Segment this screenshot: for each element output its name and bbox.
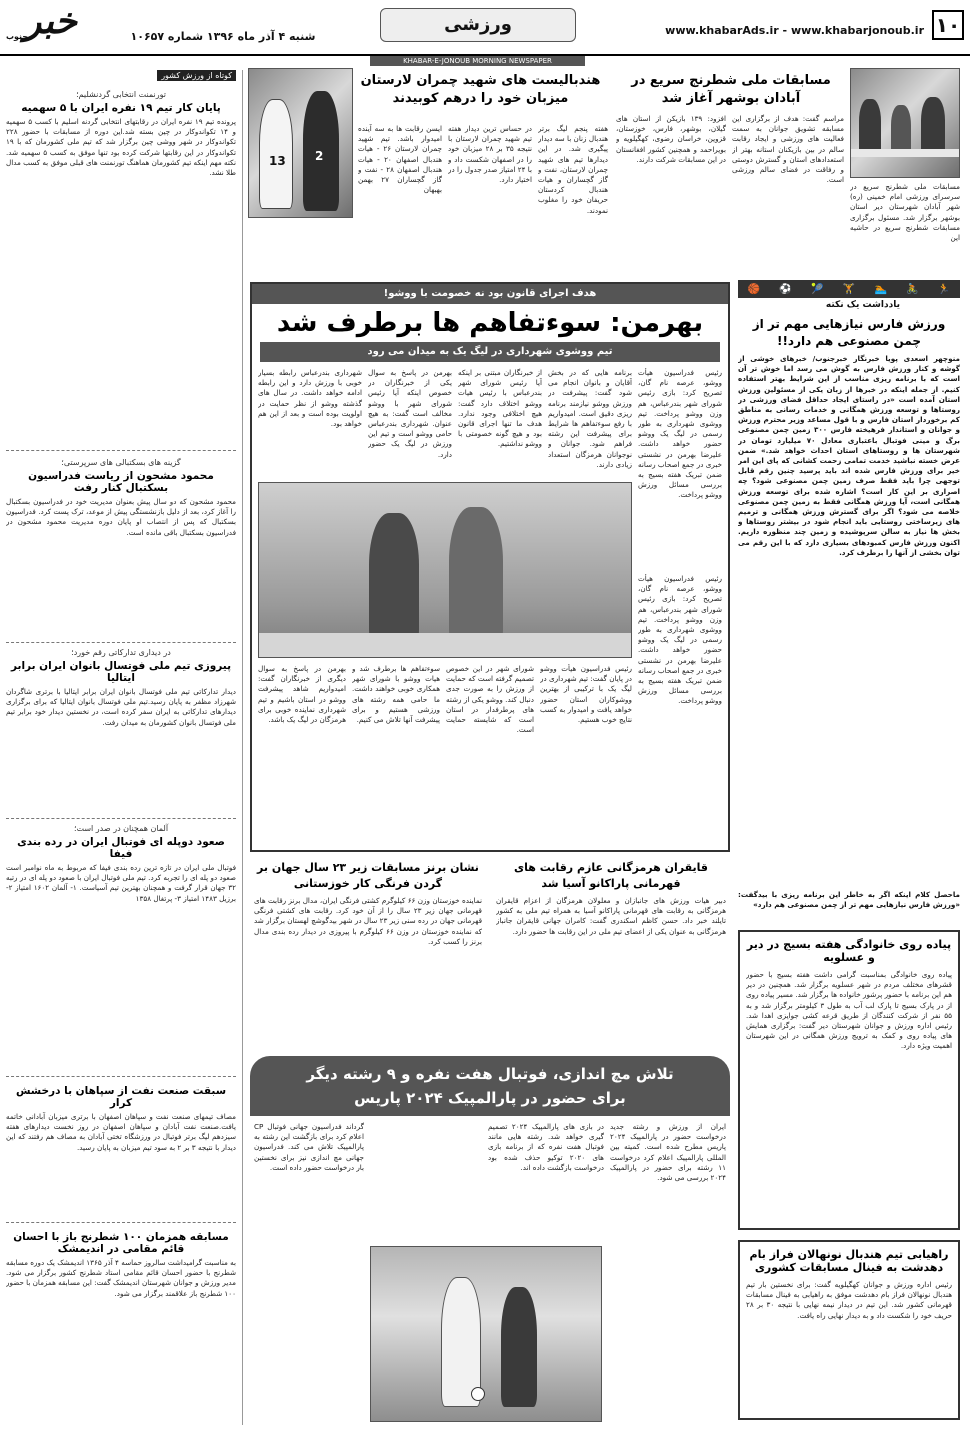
divider — [6, 818, 236, 819]
main-col-1b: رئیس فدراسیون هیأت ووشو، عرصه نام گان، تصریح کرد: بازی رئیس شورای شهر بندرعباس، هم وزن ووشو پرداخت. تیم ووشوی شهرداری به طور رسمی در لیگ یک ووشو حضور خواهد داشت. علیرضا بهرمن در نشستی خبری در جمع اصحاب رسانه ضمن تبریک هفته بسیج به بررسی مسائل ورزش ووشو پرداخت. — [638, 574, 722, 706]
main-story — [250, 282, 730, 852]
item-title: پایان کار تیم ۱۹ نفره ایران با ۵ سهمیه — [21, 102, 221, 114]
divider — [6, 642, 236, 643]
section-title — [380, 8, 576, 42]
main-subtitle — [260, 342, 720, 362]
editorial-title: ورزش فارس نیازهایی مهم تر از چمن مصنوعی هم دارد!! — [752, 317, 946, 348]
left-item-1 — [6, 90, 236, 440]
left-column — [6, 70, 236, 1425]
main-lower-3: شورای شهر در این خصوص تصمیم گرفته است که حمایت از ورزش را به صورت جدی دنبال کند. ووشو یکی از رشته های پرطرفدار در استان است که شایسته حمایت است. — [446, 664, 534, 735]
item-title: محمود مشحون از ریاست فدراسیون بسکتبال کنار رفت — [28, 470, 214, 494]
divider — [6, 1076, 236, 1077]
jersey-number: 13 — [269, 154, 286, 168]
divider — [6, 450, 236, 451]
paralympic-col-2: در بازی های پارالمپیک ۲۰۲۴ تصمیم گیری خواهد شد. رشته هایی مانند فوتبال هفت نفره که از برنامه بازی های ۲۰۲۰ توکیو حذف شده بود درخواست بازگشت داده اند. — [488, 1122, 604, 1172]
main-lower-4: رئیس فدراسیون هیأت ووشو در پایان گفت: تیم شهرداری در لیگ یک با ترکیبی از بهترین ووشوکاران استان حضور خواهد یافت و امیدوار به کسب نتایج خوب هستیم. — [540, 664, 632, 725]
main-lower-1: بهرمن در پاسخ به سوال دیگری از خبرنگاران گفت: امیدواریم شاهد پیشرفت ووشو در استان باشیم و تیم شهرداری نماینده خوبی برای هرمزگان در لیگ یک باشد. — [258, 664, 346, 725]
handball-final-title: راهیابی تیم هندبال نونهالان فراز بام دهدشت به فینال مسابقات کشوری — [749, 1248, 949, 1274]
walk-body: پیاده روی خانوادگی بمناسبت گرامی داشت هفته بسیج با حضور قشرهای مختلف مردم در شهر عسلویه برگزار شد. همچنین در دیر هم این برنامه با حضور پرشور خانواده ها برگزار شد. مسیر پیاده روی از در پارک بسیج تا پارک لب آب به طول ۳ کیلومتر برگزار شد و به ۵۵ نفر از شرکت کنندگان از طریق قرعه کشی جوایزی اهدا شد. رئیس اداره ورزش و جوانان شهرستان دیر گفت: برگزاری همایش های پیاده روی و کمک به ترویج ورزش همگانی در این شهرستان اهمیت ویژه دارد. — [746, 970, 952, 1051]
left-item-6 — [6, 1228, 236, 1418]
left-item-2 — [6, 458, 236, 648]
column-rule — [242, 70, 243, 1425]
date-issue: شنبه ۴ آذر ماه ۱۳۹۶ شماره ۱۰۶۵۷ — [130, 30, 316, 43]
handball-title: هندبالیست های شهید چمران لارستان میزبان خود را درهم کوبیدند — [360, 73, 601, 106]
item-title: سبقت صنعت نفت از سپاهان با درخشش کرار — [15, 1085, 227, 1109]
football-icon: ⚽ — [779, 283, 792, 295]
weightlift-icon: 🏋 — [842, 283, 856, 295]
logo-small: جنوب — [6, 32, 29, 41]
item-body: محمود مشحون که دو سال پیش بعنوان مدیریت خود در فدراسیون بسکتبال را آغاز کرد، بعد از دلیل بازنشستگی پیش از موعد، ترک پست کرد. فدراسیون بسکتبال که پس از انتصاب او پایان دوره مدیریت محمود مشحون در فدراسیون بسکتبال باقی مانده است. — [6, 497, 236, 537]
tennis-icon: 🎾 — [811, 283, 824, 295]
item-body: به مناسبت گرامیداشت سالروز حماسه ۴ آذر ۱۳۶۵ اندیمشک یک دوره مسابقه شطرنج با حضور احسان قائم مقامی استاد شطرنج کشور برگزار می شود. مدیر ورزش و جوانان شهرستان اندیمشک گفت: این مسابقه همزمان با حضور ۱۰۰ شطرنج باز علاقمند برگزار می شود. — [6, 1258, 236, 1298]
logo-text: خبر — [24, 0, 77, 42]
divider — [6, 1222, 236, 1223]
note-label: یادداشت یک نکته — [825, 300, 900, 310]
item-body: فوتبال ملی ایران در تازه ترین رده بندی فیفا که مربوط به ماه نوامبر است صعود دو پله ای را تجربه کرد. تیم ملی فوتبال ایران با صعود دو پله ای در رتبه ۳۲ جهان قرار گرفت و همچنان بهترین تیم آسیاست. ۱- آلمان ۱۶۰۲ امتیاز ۲- برزیل ۱۴۸۳ امتیاز ۳- پرتغال ۱۳۵۸ — [6, 863, 236, 903]
paralympic-col-1: ایران از ورزش و رشته جدید درخواست حضور در پارالمپیک ۲۰۲۴ پاریس مطرح شده است. کمیته بین المللی پارالمپیک اعلام کرد درخواست ۱۱ رشته برای حضور در پارالمپیک ۲۰۲۴ بررسی می شود. — [610, 1122, 726, 1183]
websites: www.khabarAds.ir - www.khabarjonoub.ir — [665, 24, 924, 37]
football-photo — [370, 1246, 602, 1422]
chess-photo — [850, 68, 960, 178]
main-col-2: برنامه هایی که در بخش آقایان و بانوان انجام می شود گفت: پیشرفت در ورزش ووشو نیازمند برنامه ریزی دقیق است. امیدواریم با رفع سوءتفاهم ها شرایط برای پیشرفت این رشته فراهم شود. جوانان و نوجوانان هرمزگان استعداد زیادی دارند. — [548, 368, 632, 469]
item-title: صعود دوپله ای فوتبال ایران در رده بندی فیفا — [17, 836, 225, 860]
swimming-icon: 🏊 — [874, 283, 887, 295]
basketball-icon: 🏀 — [747, 283, 761, 295]
editorial-body: منوچهر اسعدی پویا خبرنگار خبرجنوب/ خبرهای خوشی از گوشه و کنار ورزش فارس به گوش می رسد اما خوش تر آن است که با برنامه ریزی مناسب از این شرایط بهتر استفاده کنیم. از جمله اینکه در خبرها از زبان یکی از مسئولین ورزش استان آمده است «در راستای ایجاد حداقل فضای ورزشی در روستاها و توسعه ورزش همگانی و خدمات رسانی به مناطق کم برخوردار استان فارس و با قول مساعد وزیر محترم ورزش و جوانان و استاندار فرهیخته فارس ۳۰۰ زمین چمن مصنوعی برگ و مینی فوتبال باعتباری معادل ۷۰ میلیارد تومان در شهرستان ها و روستاهای استان احداث خواهد شد.» ضمن عرض خسته نباشید خدمت تمامی زحمت کشانی که پای این امر خیر برای ورزش فارس شده اند باید پرسید چنین رقم قابل توجهی چرا باید فقط صرف زمین چمن مصنوعی شود؟ چه اصراری بر این کار است؟ اشاره شده برای توسعه ورزش همگانی است، آیا ورزش همگانی فقط به زمین چمن مصنوعی خلاصه می شود؟ اگر برای گسترش ورزش همگانی و ترمیم های زیرساختی روستایی باید انجام شود در بیشتر روستاها و بخش ها نیاز به سالن سرپوشیده و زمین چند منظوره داریم. اکنون ورزش فارس کمبودهای بسیاری دارد که با این رقم می توان بخشی از آنها را برطرف کرد. — [738, 354, 960, 557]
paralympic-banner — [250, 1056, 730, 1116]
right-column — [738, 300, 960, 1425]
chess-body-a: افزود: ۱۳۹ بازیکن از استان های گیلان، بوشهر، فارس، خوزستان، قزوین، خراسان رضوی، کهگیلویه و بویراحمد و همچنین کشور افغانستان در این مسابقات شرکت دارند. — [616, 114, 726, 164]
handball-body-c: ایسن رقابت ها به سه آینده امیدوار باشد. تیم شهید چمران لارستان ۲۶ - هیات هندبال اصفهان ۲۰ - هیات هندبال اصفهان ۲۸ - نفت و گاز گچساران ۲۷ بهمن بهبهان — [358, 124, 442, 195]
wushu-photo — [258, 482, 632, 658]
main-lower-2: سوءتفاهم ها برطرف شد و هیات ووشو با شورای شهر همکاری خوبی خواهند داشت. ما حامی همه رشته های ورزشی هستیم و برای پیشرفت آنها تلاش می کنیم. — [352, 664, 440, 725]
item-kicker: آلمان همچنان در صدر است؛ — [73, 824, 169, 833]
walk-title: پیاده روی خانوادگی هفته بسیج در دیر و عسلویه — [746, 938, 952, 964]
sport-icons-strip — [738, 280, 960, 298]
left-item-4 — [6, 824, 236, 1084]
runner-icon: 🏃 — [937, 283, 951, 295]
chess-story — [616, 68, 960, 276]
left-item-5 — [6, 1082, 236, 1192]
main-subtitle-text: تیم ووشوی شهرداری در لیگ یک به میدان می رود — [367, 346, 613, 357]
jersey-number: 2 — [315, 149, 324, 163]
header-bar — [0, 0, 970, 65]
logo — [6, 0, 86, 50]
main-col-5: شهرداری بندرعباس رابطه بسیار خوبی با ورزش دارد و این رابطه ادامه خواهد داشت. در سال های گذشته ووشو از نظر حمایت در اولویت بوده است و بعد از این هم خواهد بود. — [258, 368, 362, 429]
main-col-3: از خبرنگاران مبتنی بر اینکه آیا رئیس شورای شهر بندرعباس با رئیس هیات ووشو اختلاف دارد گفت: هیچ اختلافی وجود ندارد. هدف ما تنها اجرای قانون بود و هیچ گونه خصومتی با ووشو نداشتیم. — [458, 368, 542, 449]
main-title: بهرمن: سوءتفاهم ها برطرف شد — [276, 308, 704, 338]
item-title: مسابقه همزمان ۱۰۰ شطرنج باز با احسان قائم مقامی در اندیمشک — [13, 1231, 229, 1255]
main-col-4: بهرمن در پاسخ به سوال یکی از خبرنگاران در خصوص اینکه آیا رئیس شورای شهر با ووشو مخالف است گفت: به هیچ عنوان. شهرداری بندرعباس حامی ووشو است و تیم این ورزش در لیگ یک حضور دارد. — [368, 368, 452, 459]
left-item-3 — [6, 648, 236, 818]
wrestling-title: نشان برنز مسابقات زیر ۲۳ سال جهان بر گردن فرنگی کار خوزستانی — [257, 861, 479, 890]
canoe-story — [492, 858, 730, 1048]
main-kicker: هدف اجرای قانون بود نه خصومت با ووشو! — [252, 284, 728, 304]
item-kicker: تورنمنت انتخابی گردنشلیم؛ — [76, 90, 166, 99]
item-body: پرونده تیم ۱۹ نفره ایران در رقابتهای انتخابی گردنه اسلیم با کسب ۵ سهمیه و ۱۴ تکواندوکار در چین بسته شد.این دوره از مسابقات با حضور ۲۲۸ تکواندوکار در شهر ووشی چین برگزار شد که تیم ملی کشورمان که با ۱۹ تکواندوکار در این رقابتها شرکت کرده بود تنها موفق به کسب ۵ سهمیه شد. نکته مهم اینکه تیم کشورمان هماهنگ تورنمنت های قبلی موفق به کسب مدال طلا نشد. — [6, 117, 236, 178]
chess-body-b: مراسم گفت: هدف از برگزاری این مسابقه تشویق جوانان به سمت فعالیت های ورزشی و ایجاد رقابت سالم در بین بازیکنان استانه بهتر از استعدادهای استان و گسترش دوستی و رفاقت در فضای سالم ورزشی است. — [732, 114, 844, 185]
handball-body-b: در حساس ترین دیدار هفته تیم شهید چمران لارستان با نتیجه ۳۵ بر ۲۸ میزبان خود را در اصفهان شکست داد و با ۲۴ امتیاز صدر جدول را در اختیار دارد. — [448, 124, 532, 185]
chess-body-c: مسابقات ملی شطرنج سریع در سرسرای ورزشی امام خمینی (ره) شهر آبادان شهرستان دیر استان بوشهر برگزار شد. مسئول برگزاری مسابقات شطرنج سریع در حاشیه این — [850, 182, 960, 243]
section-label: ورزشی — [444, 14, 512, 35]
main-col-1: رئیس فدراسیون هیأت ووشو، عرصه نام گان، تصریح کرد: بازی رئیس شورای شهر بندرعباس، هم وزن ووشو پرداخت. تیم ووشوی شهرداری به طور رسمی در لیگ یک ووشو حضور خواهد داشت. علیرضا بهرمن در نشستی خبری در جمع اصحاب رسانه ضمن تبریک هفته بسیج به بررسی مسائل ورزش ووشو پرداخت. — [638, 368, 722, 500]
handball-final-body: رئیس اداره ورزش و جوانان کهگیلویه گفت: برای نخستین بار تیم هندبال نونهالان فراز بام دهدشت موفق به راهیابی به فینال مسابقات قهرمانی کشور شد. این تیم در دیدار نیمه نهایی با نتیجه ۳۰ بر ۲۸ حریف خود را شکست داد و به دیدار نهایی راه یافت. — [746, 1280, 952, 1320]
canoe-body: دبیر هیات ورزش های جانبازان و معلولان هرمزگان از اعزام قایقران هرمزگانی به رقابت های قهرمانی پاراکانو آسیا به همراه تیم ملی به کشور تایلند خبر داد. حسن کاظم اسکندری گفت: کامران جهانی قایقران جانباز هرمزگانی به عنوان یکی از اعضای تیم ملی در این رقابت ها حضور دارد. — [496, 896, 726, 936]
item-body: دیدار تدارکاتی تیم ملی فوتسال بانوان ایران برابر ایتالیا با برتری شاگردان شهرزاد مظفر به پایان رسید.تیم ملی فوتسال بانوان ایتالیا که برای برگزاری دیدارهای تدارکاتی به ایران سفر کرده است، در نخستین دیدار خود برابر تیم ملی فوتسال بانوان کشورمان به میدان رفت. — [6, 687, 236, 727]
wrestling-body: نماینده خوزستان وزن ۶۶ کیلوگرم کشتی فرنگی ایران، مدال برنز رقابت های قهرمانی جهان زیر ۲۳ سال را از آن خود کرد. رقابت های کشتی فرنگی قهرمانی جهان در رده سنی زیر ۲۳ سال در شهر بیدگوشچ لهستان برگزار شد که نماینده خوزستان در وزن ۶۶ کیلوگرم با پیروزی در دیدار رده بندی مدال برنز را کسب کرد. — [254, 896, 482, 946]
handball-body-a: هفته پنجم لیگ برتر هندبال زنان با سه دیدار پیگیری شد. در این دیدارها تیم های شهید چمران لارستان، نفت و گاز گچساران و هیات هندبال کردستان حریفان خود را مغلوب نمودند. — [538, 124, 608, 215]
handball-photo — [248, 68, 353, 218]
paralympic-title-2: برای حضور در پارالمپیک ۲۰۲۴ پاریس — [354, 1089, 626, 1107]
item-body: مصاف تیمهای صنعت نفت و سپاهان اصفهان با برتری میزبان آبادانی خاتمه یافت.صنعت نفت آبادان و سپاهان اصفهان در روز نخست دیدارهای هفته سیزدهم لیگ برتر فوتبال در ورزشگاه تختی آبادان به مصاف هم رفتند که این دیدار با نتیجه ۳ بر ۲ به سود تیم میزبان به پایان رسید. — [6, 1112, 236, 1152]
page-number: ۱۰ — [932, 10, 964, 40]
short-news-tag: کوتاه از ورزش کشور — [157, 70, 236, 81]
item-kicker: در دیداری تدارکاتی رقم خورد؛ — [71, 648, 171, 657]
item-kicker: گزینه های بسکتبالی های سرپرستی؛ — [61, 458, 181, 467]
chess-title: مسابقات ملی شطرنج سریع در آبادان بوشهر آغاز شد — [631, 73, 831, 106]
cycling-icon: 🚴 — [906, 283, 919, 295]
paralympic-title-1: تلاش مچ اندازی، فوتبال هفت نفره و ۹ رشته دیگر — [306, 1065, 674, 1083]
handball-story — [248, 68, 608, 276]
handball-final-box — [738, 1240, 960, 1420]
item-title: پیروزی تیم ملی فوتسال بانوان ایران برابر ایتالیا — [10, 660, 232, 684]
masthead: KHABAR-E-JONOUB MORNING NEWSPAPER — [370, 56, 585, 66]
paralympic-story — [250, 1056, 730, 1426]
wrestling-story — [250, 858, 486, 1048]
paralympic-col-3: گرداند فدراسیون جهانی فوتبال CP اعلام کرد برای بازگشت این رشته به پارالمپیک تلاش می کند. فدراسیون جهانی مچ اندازی نیز برای نخستین بار درخواست حضور داده است. — [254, 1122, 364, 1172]
editorial-closing: ماحصل کلام اینکه اگر به خاطر این برنامه ریزی با بیدگفت: «ورزش فارس نیازهایی مهم تر از چمن مصنوعی هم دارد» — [738, 890, 960, 910]
canoe-title: قایقران هرمزگانی عازم رقابت های قهرمانی پاراکانو آسیا شد — [514, 861, 708, 890]
walk-box — [738, 930, 960, 1230]
